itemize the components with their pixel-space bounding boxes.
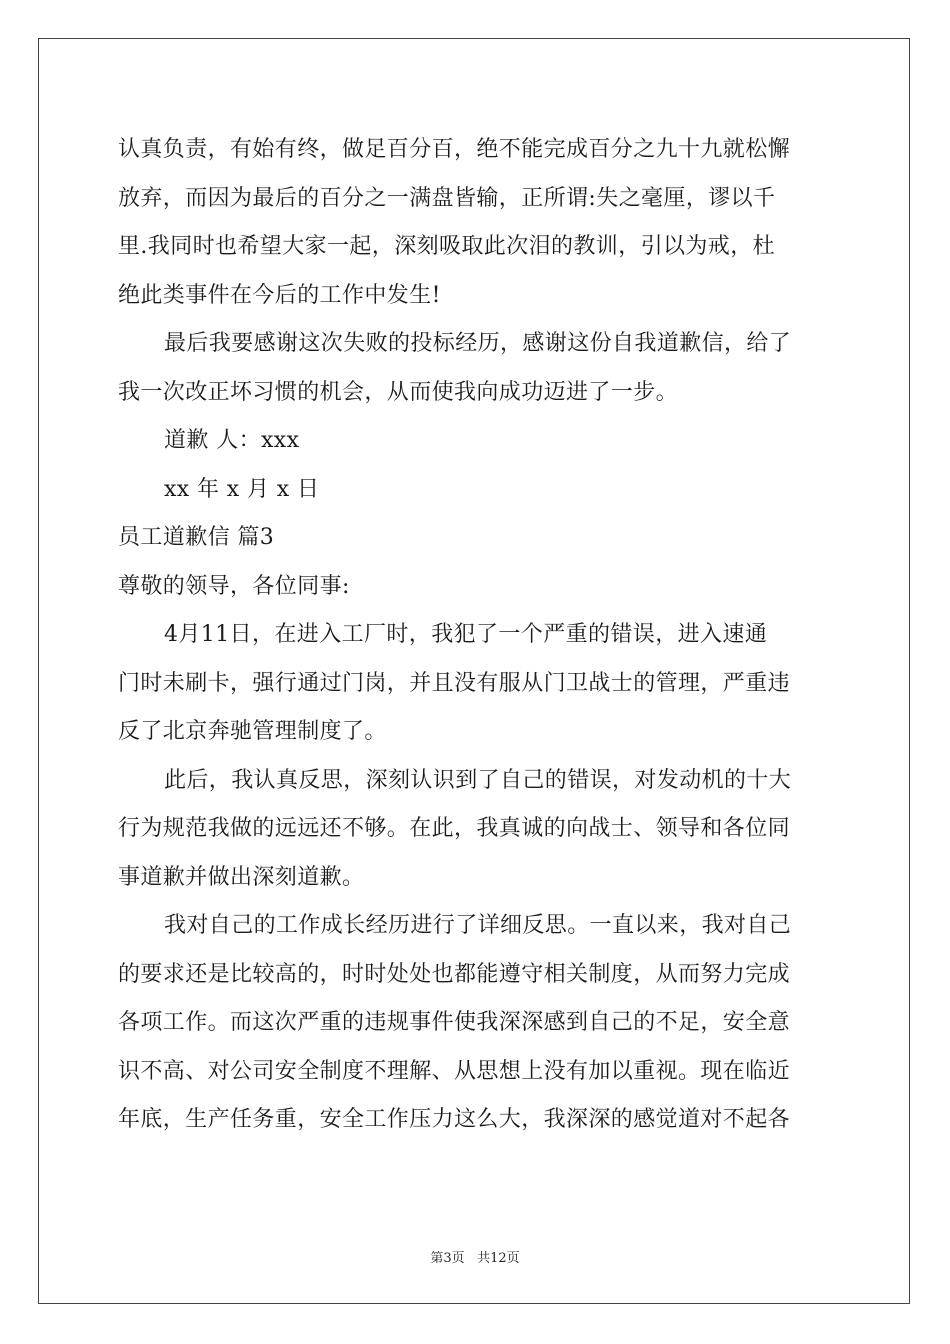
text-line: 门时未刷卡，强行通过门岗，并且没有服从门卫战士的管理，严重违 bbox=[118, 670, 791, 696]
text-line: 我一次改正坏习惯的机会，从而使我向成功迈进了一步。 bbox=[118, 379, 679, 405]
salutation: 尊敬的领导，各位同事: bbox=[118, 573, 350, 599]
current-page-number: 第3页 bbox=[430, 1251, 465, 1266]
signature-line: 道歉 人：xxx bbox=[164, 428, 300, 453]
text-line: 4月11日，在进入工厂时，我犯了一个严重的错误，进入速通 bbox=[164, 622, 768, 647]
text-line: 里.我同时也希望大家一起，深刻吸取此次泪的教训，引以为戒，杜 bbox=[118, 234, 775, 259]
total-pages: 共12页 bbox=[477, 1251, 520, 1266]
date-line: xx 年 x 月 x 日 bbox=[164, 476, 320, 502]
text-line: 识不高、对公司安全制度不理解、从思想上没有加以重视。现在临近 bbox=[118, 1058, 791, 1084]
text-line: 各项工作。而这次严重的违规事件使我深深感到自己的不足，安全意 bbox=[118, 1010, 791, 1035]
text-line: 反了北京奔驰管理制度了。 bbox=[118, 719, 387, 744]
text-line: 我对自己的工作成长经历进行了详细反思。一直以来，我对自己 bbox=[164, 913, 792, 938]
text-line: 最后我要感谢这次失败的投标经历，感谢这份自我道歉信，给了 bbox=[164, 331, 792, 356]
section-heading: 员工道歉信 篇3 bbox=[118, 525, 275, 550]
text-line: 认真负责，有始有终，做足百分百，绝不能完成百分之九十九就松懈 bbox=[118, 137, 791, 162]
document-body bbox=[118, 126, 832, 1145]
page-footer bbox=[0, 1247, 950, 1266]
text-line: 此后，我认真反思，深刻认识到了自己的错误，对发动机的十大 bbox=[164, 767, 792, 793]
text-line: 事道歉并做出深刻道歉。 bbox=[118, 864, 365, 890]
text-line: 的要求还是比较高的，时时处处也都能遵守相关制度，从而努力完成 bbox=[118, 961, 791, 987]
text-line: 行为规范我做的远远还不够。在此，我真诚的向战士、领导和各位同 bbox=[118, 816, 791, 841]
text-line: 年底，生产任务重，安全工作压力这么大，我深深的感觉道对不起各 bbox=[118, 1107, 791, 1132]
text-line: 绝此类事件在今后的工作中发生! bbox=[118, 282, 441, 308]
text-line: 放弃，而因为最后的百分之一满盘皆输，正所谓:失之毫厘，谬以千 bbox=[118, 185, 776, 211]
